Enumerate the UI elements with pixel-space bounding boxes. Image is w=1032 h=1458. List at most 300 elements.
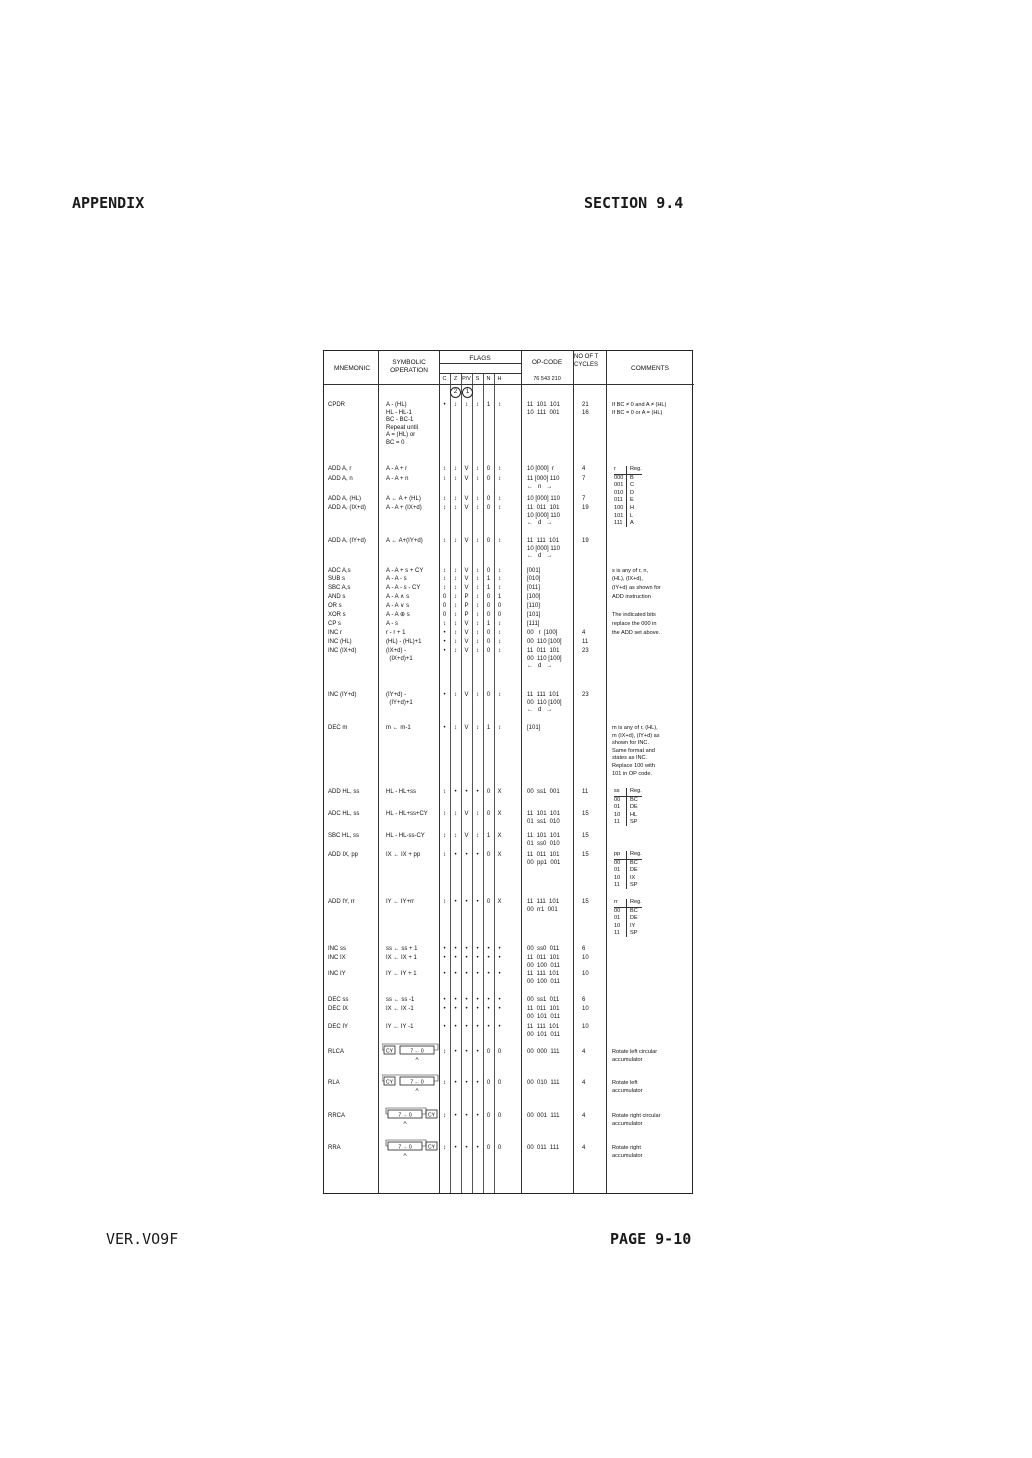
flag-cell: ↕ [443,1080,446,1086]
opcode-cell: 00 ss1 001 [527,789,560,795]
flag-cell: 0 [486,476,491,482]
opcode-cell: 10 111 001 [527,409,560,416]
flag-cell: • [476,899,479,905]
flag-cell: • [454,955,457,961]
mnemonic-cell: CPDR [328,402,346,408]
header-flags: FLAGS [469,355,491,362]
comment-cell: states as INC. [612,755,648,762]
reg-table-head: Reg. [630,899,642,905]
mnemonic-cell: OR s [328,603,342,609]
flag-cell: ↕ [454,725,457,731]
reg-table-reg: D [630,489,635,496]
opcode-cell: 00 100 011 [527,978,560,985]
flag-cell: 0 [486,538,491,544]
opcode-cell: 00 110 [100] [527,699,562,706]
header-section: SECTION 9.4 [584,194,684,212]
symbolic-op-cell: r - r + 1 [386,630,406,636]
symbolic-op-cell: IY ← IY+rr [386,899,415,905]
flag-cell: ↕ [476,466,479,472]
comment-cell: Rotate left circular [612,1049,658,1055]
flag-cell: • [454,946,457,952]
mnemonic-cell: DEC IY [328,1024,349,1030]
flag-cell: 0 [442,603,447,609]
flag-cell: • [476,789,479,795]
flag-cell: • [476,1006,479,1012]
comment-cell: Same format and [612,747,655,754]
flag-cell: ↕ [476,811,479,817]
flag-cell: • [476,997,479,1003]
rotate-diagram-rra [382,1139,440,1157]
flag-cell: • [443,692,446,698]
flag-cell: • [487,946,490,952]
instruction-table [323,350,693,1194]
flag-cell: ↕ [443,811,446,817]
opcode-cell: [101] [527,725,541,731]
opcode-cell: 01 ss1 010 [527,818,560,825]
reg-table-reg: C [630,482,635,489]
mnemonic-cell: ADD IX, pp [328,852,359,858]
comment-cell: If BC ≠ 0 and A ≠ (HL) [612,402,667,408]
opcode-cell: 00 110 [100] [527,655,562,662]
flag-cell: • [443,971,446,977]
header-divider [324,384,694,385]
symbolic-op-cell: A - (HL) [386,402,407,408]
flag-cell: V [464,538,469,544]
flag-cell: • [443,725,446,731]
opcode-cell: 00 ss1 011 [527,997,560,1003]
opcode-cell: 00 100 011 [527,962,560,969]
mnemonic-cell: SBC A,s [328,585,351,591]
circled-note-1: 1 [462,387,473,398]
comment-cell: Rotate right circular [612,1113,661,1119]
flag-cell: 0 [486,852,491,858]
flag-cell: ↕ [498,576,501,582]
comment-cell: (IY+d) as shown for [612,585,661,591]
flag-cell: 0 [486,1113,491,1119]
cycles-cell: 7 [582,476,586,482]
flag-cell: • [498,997,501,1003]
flag-cell: 0 [486,789,491,795]
mnemonic-cell: ADD A, n [328,476,353,482]
symbolic-op-cell: (IY+d)+1 [386,699,413,706]
flag-cell: X [497,833,502,839]
mnemonic-cell: INC IX [328,955,346,961]
symbolic-op-cell: m ← m-1 [386,725,411,731]
flag-cell: • [443,630,446,636]
flag-cell: • [476,1080,479,1086]
flag-cell: • [443,648,446,654]
flag-cell: 1 [486,585,491,591]
opcode-cell: 11 101 101 [527,833,560,839]
symbolic-op-cell: A - A ∨ s [386,603,410,609]
mnemonic-cell: ADC HL, ss [328,811,360,817]
cycles-cell: 15 [582,852,589,858]
reg-table-reg: A [630,520,634,527]
flag-cell: • [454,1145,457,1151]
flag-cell: ↕ [454,612,457,618]
flag-cell: • [443,946,446,952]
header-flag-z: Z [453,376,458,382]
column-divider [378,351,379,1193]
comment-cell: replace the 000 in [612,621,657,627]
rotate-diagram-rla [382,1074,440,1092]
flag-cell: ↕ [498,568,501,574]
header-flag-h: H [497,376,502,382]
reg-table-head: Reg. [630,466,642,472]
flag-cell: V [464,621,469,627]
mnemonic-cell: RLCA [328,1049,345,1055]
cycles-cell: 10 [582,955,589,961]
cycles-cell: 23 [582,692,589,698]
flag-cell: 0 [442,594,447,600]
flag-cell: • [454,789,457,795]
flag-cell: • [465,946,468,952]
opcode-cell: 11 101 101 [527,402,560,408]
opcode-cell: 11 011 101 [527,852,560,858]
mnemonic-cell: CP s [328,621,341,627]
flag-cell: ↕ [498,496,501,502]
symbolic-op-cell: ss ← ss + 1 [386,946,418,952]
symbolic-op-cell: ss ← ss -1 [386,997,415,1003]
opcode-cell: [101] [527,612,541,618]
opcode-cell: [001] [527,568,541,574]
flag-cell: ↕ [476,833,479,839]
opcode-cell: 10 [000] 110 [527,545,560,552]
opcode-cell: ← d → [527,553,553,560]
flag-cell: • [476,1024,479,1030]
opcode-cell: 00 rr1 001 [527,906,558,913]
flag-cell: • [476,1145,479,1151]
flag-cell: V [464,692,469,698]
symbolic-op-cell: HL - HL+ss+CY [386,811,428,817]
flag-cell: • [454,1049,457,1055]
flag-cell: • [476,1113,479,1119]
symbolic-op-cell: A = (HL) or [386,432,416,439]
cycles-cell: 7 [582,496,586,502]
flag-cell: 1 [486,725,491,731]
reg-table-head: r [614,466,616,472]
opcode-cell: 11 011 101 [527,955,560,961]
reg-table-reg: BC [630,796,638,803]
column-divider [606,351,607,1193]
flag-cell: ↕ [443,568,446,574]
symbolic-op-cell: A - A + s + CY [386,568,424,574]
flag-cell: X [497,899,502,905]
flag-cell: • [465,899,468,905]
comment-cell: accumulator [612,1152,643,1159]
mnemonic-cell: ADC A,s [328,568,351,574]
flag-cell: ↕ [476,612,479,618]
reg-table-reg: B [630,474,634,481]
opcode-cell: 00 r [100] [527,630,558,636]
header-mnemonic: MNEMONIC [333,365,371,372]
reg-table-code: 01 [614,915,621,922]
opcode-cell: ← d → [527,663,553,670]
opcode-cell: 11 101 101 [527,811,560,817]
opcode-cell: ← n → [527,483,553,490]
flag-cell: ↕ [454,476,457,482]
cy-label: CY [386,1079,393,1086]
flag-cell: V [464,648,469,654]
flag-cell: V [464,576,469,582]
opcode-cell: [010] [527,576,541,582]
reg-table-code: 010 [614,489,624,496]
flag-cell: ↕ [476,692,479,698]
cycles-cell: 4 [582,1080,586,1086]
flag-cell: 0 [486,594,491,600]
comment-cell: Rotate left [612,1080,638,1086]
column-divider [573,351,574,1193]
flag-cell: • [454,1006,457,1012]
cycles-cell: 15 [582,811,589,817]
bits-label: 7 → 0 [398,1144,412,1151]
flag-cell: 0 [486,648,491,654]
flag-cell: 0 [497,603,502,609]
flag-cell: ↕ [498,639,501,645]
a-label: A [415,1056,419,1061]
flag-cell: • [454,899,457,905]
flag-cell: ↕ [443,789,446,795]
symbolic-op-cell: (HL) - (HL)+1 [386,639,422,645]
flag-cell: ↕ [476,505,479,511]
flag-cell: • [454,1113,457,1119]
opcode-cell: 00 pp1 001 [527,859,561,866]
mnemonic-cell: INC ss [328,946,346,952]
cycles-cell: 19 [582,538,589,544]
flag-cell: • [465,1145,468,1151]
flag-cell: 1 [486,621,491,627]
opcode-cell: ← d → [527,520,553,527]
flag-cell: • [443,1024,446,1030]
flag-cell: V [464,833,469,839]
reg-table-code: 01 [614,867,621,874]
flag-cell: ↕ [498,466,501,472]
circled-note-2: 2 [450,387,461,398]
comment-cell: 101 in OP code. [612,770,653,777]
flag-cell: ↕ [476,648,479,654]
flag-cell: ↕ [476,621,479,627]
mnemonic-cell: ADD A, r [328,466,352,472]
reg-table-reg: IY [630,922,636,929]
reg-table-head: pp [614,851,621,857]
cycles-cell: 4 [582,1113,586,1119]
flag-cell: ↕ [498,630,501,636]
flag-cell: ↕ [443,833,446,839]
opcode-cell: 00 010 111 [527,1080,560,1086]
flag-cell: 0 [486,639,491,645]
cycles-cell: 19 [582,505,589,511]
cy-label: CY [428,1112,435,1119]
flag-cell: ↕ [454,603,457,609]
opcode-cell: 10 [000] 110 [527,496,560,502]
opcode-cell: [100] [527,594,541,600]
flag-cell: • [443,955,446,961]
reg-table-code: 11 [614,882,620,889]
comment-cell: accumulator [612,1087,643,1094]
flag-cell: 0 [486,1080,491,1086]
flag-cell: 0 [486,496,491,502]
flag-cell: • [498,946,501,952]
a-label: A [415,1087,419,1092]
flag-cell: ↕ [454,648,457,654]
flag-cell: V [464,466,469,472]
mnemonic-cell: RLA [328,1080,340,1086]
symbolic-op-cell: A ← A+(IY+d) [386,538,423,544]
flag-cell: 0 [442,612,447,618]
flag-cell: V [464,568,469,574]
flag-cell: ↕ [454,496,457,502]
mnemonic-cell: ADD HL, ss [328,789,360,795]
flag-cell: ↕ [454,402,457,408]
flag-cell: • [498,955,501,961]
flag-cell: ↕ [454,466,457,472]
comment-cell: m is any of r, (HL), [612,725,658,731]
flag-cell: • [476,946,479,952]
reg-table-code: 10 [614,811,621,818]
cycles-cell: 6 [582,946,586,952]
reg-table-code: 011 [614,497,623,504]
footer-page: PAGE 9-10 [610,1230,692,1248]
flag-cell: • [465,1024,468,1030]
mnemonic-cell: INC (IY+d) [328,692,357,698]
flag-cell: • [498,1024,501,1030]
reg-table-reg: BC [630,859,638,866]
symbolic-op-cell: A - A - s [386,576,407,582]
symbolic-op-cell: HL - HL+ss [386,789,416,795]
reg-table-reg: H [630,505,635,511]
flag-cell: 0 [486,612,491,618]
cycles-cell: 4 [582,1049,586,1055]
symbolic-op-cell: A - A + n [386,476,409,482]
flag-cell: ↕ [454,585,457,591]
flag-cell: ↕ [454,639,457,645]
flag-cell: ↕ [454,630,457,636]
flag-cell: • [487,971,490,977]
flag-cell: V [464,811,469,817]
opcode-cell: 00 000 111 [527,1049,560,1055]
opcode-cell: 11 111 101 [527,971,560,977]
header-opcode-bits: 76 543 210 [533,376,561,382]
flag-cell: ↕ [454,692,457,698]
mnemonic-cell: AND s [328,594,346,600]
reg-table-code: 11 [614,930,620,937]
comment-cell: m (IX+d), (IY+d) as [612,732,660,739]
flag-cell: • [465,997,468,1003]
cycles-cell: 11 [582,639,589,645]
bits-label: 7 ← 0 [410,1048,424,1055]
opcode-cell: 11 111 101 [527,692,560,698]
reg-table-divider [626,899,627,937]
comment-cell: s is any of r, n, [612,568,649,574]
comment-cell: If BC = 0 or A = (HL) [612,409,663,416]
cycles-cell: 4 [582,1145,586,1151]
reg-table-reg: DE [630,867,638,874]
comment-cell: accumulator [612,1056,643,1063]
flag-cell: ↕ [465,402,468,408]
rotate-diagram-rrca [382,1107,440,1125]
flag-cell: 0 [486,692,491,698]
flag-cell: 1 [486,402,491,408]
flag-cell: X [497,852,502,858]
flag-cell: V [464,639,469,645]
flag-cell: 0 [486,630,491,636]
flag-cell: ↕ [443,621,446,627]
symbolic-op-cell: A - A ⊕ s [386,612,410,618]
flag-cell: ↕ [443,1145,446,1151]
flag-cell: • [498,971,501,977]
bits-label: 7 → 0 [398,1112,412,1119]
header-divider [439,373,521,374]
flag-cell: ↕ [443,476,446,482]
flag-cell: ↕ [476,585,479,591]
opcode-cell: 11 111 101 [527,899,560,905]
flag-cell: ↕ [454,833,457,839]
header-divider [439,363,521,364]
flag-cell: ↕ [498,621,501,627]
reg-table-head: Reg. [630,788,642,794]
symbolic-op-cell: (IX+d)+1 [386,655,413,662]
mnemonic-cell: INC (HL) [328,639,352,645]
mnemonic-cell: INC (IX+d) [328,648,357,654]
comment-cell: (HL), (IX+d), [612,576,643,582]
flag-cell: ↕ [498,585,501,591]
opcode-cell: 00 011 111 [527,1145,560,1151]
flag-cell: X [497,811,502,817]
symbolic-op-cell: IX ← IX -1 [386,1006,414,1012]
flag-cell: • [443,1006,446,1012]
reg-table-code: 10 [614,874,621,881]
mnemonic-cell: RRA [328,1145,341,1151]
header-flag-n: N [486,376,491,382]
flag-cell: • [454,1024,457,1030]
symbolic-op-cell: (IX+d) - [386,648,407,654]
mnemonic-cell: ADD IY, rr [328,899,355,905]
comment-cell: The indicated bits [612,612,656,618]
flag-cell: • [476,955,479,961]
flag-cell: ↕ [443,1113,446,1119]
rotate-diagram-rlca [382,1043,440,1061]
comment-cell: ADD instruction [612,594,651,600]
comment-cell: Replace 100 with [612,763,655,769]
flag-cell: 1 [486,833,491,839]
flag-cell: ↕ [454,568,457,574]
flag-cell: • [465,1113,468,1119]
flag-cell: ↕ [454,594,457,600]
flag-cell: ↕ [476,603,479,609]
opcode-cell: 00 110 [100] [527,639,562,645]
symbolic-op-cell: IX ← IX + pp [386,852,421,858]
opcode-cell: ← d → [527,707,553,714]
flag-cell: • [487,1024,490,1030]
cycles-cell: 15 [582,899,589,905]
reg-table-head: Reg. [630,851,642,857]
flag-cell: • [465,1049,468,1055]
flag-cell: ↕ [454,811,457,817]
opcode-cell: 11 [000] 110 [527,476,560,482]
flag-cell: ↕ [476,630,479,636]
header-comments: COMMENTS [631,365,669,372]
symbolic-op-cell: IY ← IY + 1 [386,971,417,977]
header-flag-pv: P/V [462,376,471,382]
flag-cell: ↕ [443,852,446,858]
flag-cell: ↕ [476,576,479,582]
flag-cell: • [454,852,457,858]
flag-cell: 0 [486,1145,491,1151]
opcode-cell: 11 111 101 [527,538,560,544]
header-flag-s: S [475,376,480,382]
symbolic-op-cell: A - s [386,621,399,627]
cycles-cell: 10 [582,1006,589,1012]
